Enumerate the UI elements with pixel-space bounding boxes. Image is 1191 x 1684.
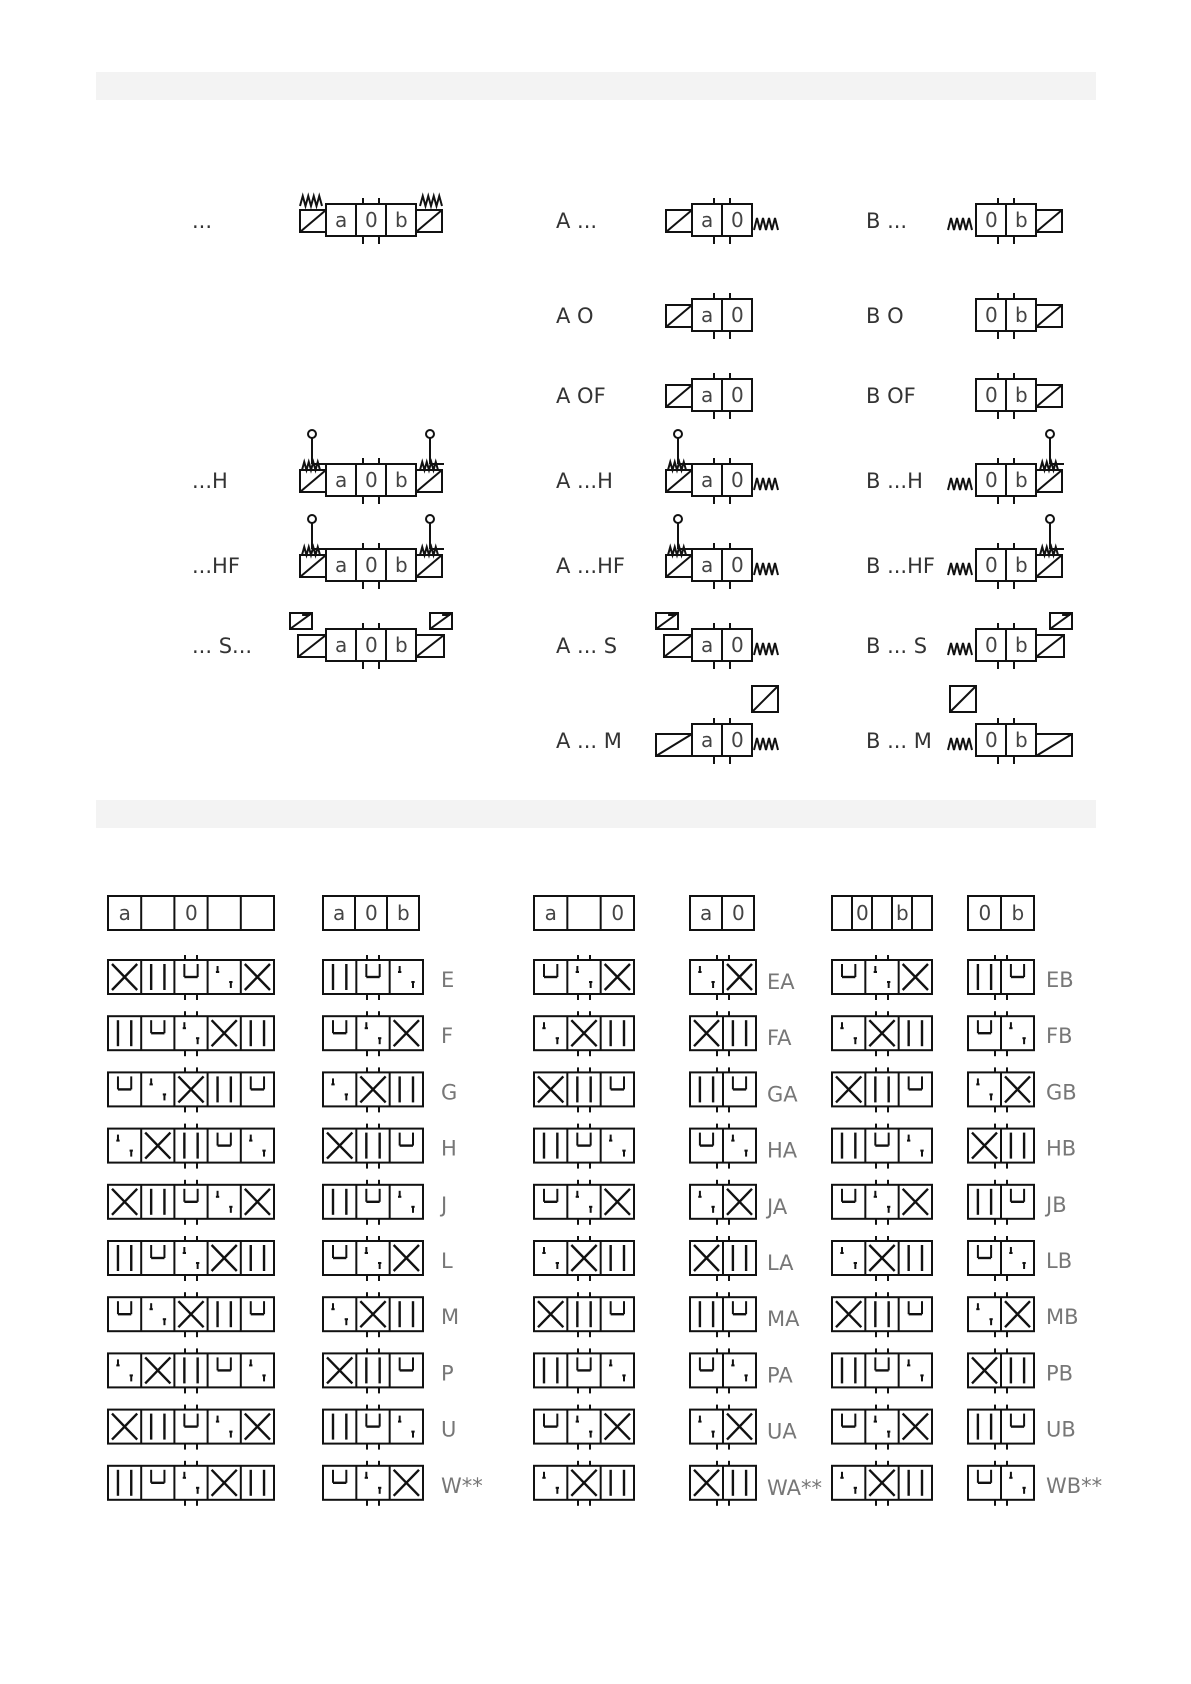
spool-code-a-label: PA	[767, 1363, 793, 1388]
spool-code-label: M	[441, 1305, 460, 1330]
valve-cell-label: a	[701, 303, 714, 327]
actuation-row	[866, 613, 1072, 669]
spool-code-b-label: JB	[1046, 1192, 1067, 1217]
spool-code-a-label: HA	[767, 1138, 798, 1163]
actuation-code-label: B ...H	[866, 469, 923, 493]
valve-body	[692, 373, 752, 419]
spool-symbol	[832, 1405, 932, 1450]
spool-code-b-label: EB	[1046, 968, 1074, 992]
valve-cell-label: a	[701, 208, 714, 232]
spool-symbol	[534, 1124, 634, 1169]
actuation-row	[556, 613, 778, 669]
spool-code-a-label: MA	[767, 1307, 800, 1332]
spool-symbol	[832, 1124, 932, 1169]
valve-cell-label: 0	[985, 633, 998, 657]
valve-cell-label: 0	[365, 553, 378, 577]
valve-body	[326, 458, 416, 504]
spool-header-group	[832, 896, 932, 930]
valve-body	[692, 543, 752, 589]
spool-code-b-label: UB	[1046, 1417, 1076, 1442]
spool-symbol	[323, 1405, 423, 1450]
actuation-row	[556, 515, 778, 589]
valve-cell-label: 0	[365, 468, 378, 492]
spool-code-label: P	[441, 1361, 454, 1386]
spool-symbol	[690, 1124, 756, 1169]
actuation-code-label: B ...	[866, 209, 908, 233]
actuation-code-label: B ... S	[866, 634, 928, 658]
actuation-row	[556, 686, 778, 764]
spring-icon	[754, 563, 778, 575]
spool-symbol-box	[108, 1016, 274, 1050]
valve-body	[692, 623, 752, 669]
actuation-row	[866, 515, 1064, 589]
valve-cell-label: 0	[365, 633, 378, 657]
spool-header-label: b	[397, 901, 410, 925]
spool-symbol	[323, 1292, 423, 1337]
actuation-row	[192, 196, 442, 244]
spool-symbol	[108, 1180, 274, 1225]
valve-cell-label: 0	[731, 208, 744, 232]
spool-symbol	[832, 1011, 932, 1056]
spring-icon	[300, 196, 322, 206]
spool-header-label: a	[118, 901, 131, 925]
valve-body	[326, 623, 416, 669]
spring-icon	[948, 478, 972, 490]
spool-symbol	[832, 1236, 932, 1281]
valve-cell-label: 0	[731, 303, 744, 327]
spool-row	[108, 955, 1074, 1000]
valve-cell-label: a	[701, 553, 714, 577]
valve-cell-label: b	[1015, 728, 1028, 752]
spool-code-b-label: FB	[1046, 1024, 1073, 1049]
valve-body	[692, 718, 752, 764]
spool-symbol	[108, 1348, 274, 1393]
valve-cell-label: 0	[985, 303, 998, 327]
spool-symbol	[323, 1180, 423, 1225]
spool-row	[108, 1348, 1073, 1393]
spool-symbol	[690, 955, 756, 1000]
spool-symbol-box	[108, 1353, 274, 1387]
spool-symbol-box	[108, 1466, 274, 1500]
spring-icon	[754, 738, 778, 750]
spool-symbol	[832, 1292, 932, 1337]
spool-symbol	[108, 1011, 274, 1056]
lever-icon	[426, 430, 434, 438]
spool-header-label: a	[700, 901, 713, 925]
actuation-row	[866, 198, 1062, 244]
valve-cell-label: a	[701, 633, 714, 657]
actuation-row	[556, 198, 778, 244]
actuation-code-label: ...HF	[192, 554, 240, 578]
spool-header-label: 0	[365, 901, 378, 925]
actuation-row	[866, 686, 1072, 764]
spool-symbol	[323, 955, 423, 1000]
valve-body	[976, 623, 1036, 669]
lever-icon	[674, 515, 682, 523]
spool-header-label: 0	[611, 901, 625, 925]
valve-cell-label: 0	[985, 728, 998, 752]
valve-cell-label: a	[335, 553, 348, 577]
spool-symbol	[323, 1461, 423, 1506]
spool-symbol	[968, 1180, 1034, 1225]
spool-code-b-label: HB	[1046, 1136, 1077, 1161]
spool-code-label: H	[441, 1136, 457, 1161]
valve-body	[976, 718, 1036, 764]
actuation-row	[866, 293, 1062, 339]
spool-symbol	[108, 1236, 274, 1281]
spool-symbol	[534, 1461, 634, 1506]
spool-code-label: G	[441, 1080, 458, 1105]
lever-icon	[426, 515, 434, 523]
spool-row	[108, 1124, 1076, 1169]
lever-icon	[1046, 515, 1054, 523]
spool-symbol	[968, 1292, 1034, 1337]
spool-symbol	[968, 955, 1034, 1000]
spool-symbol	[832, 1067, 932, 1112]
spool-row	[108, 1461, 1102, 1506]
spool-header-group	[323, 896, 419, 930]
spool-code-a-label: LA	[767, 1251, 794, 1275]
spool-code-label: W**	[441, 1473, 483, 1498]
valve-cell-label: 0	[985, 208, 998, 232]
spool-code-label: J	[441, 1192, 448, 1217]
spring-icon	[948, 643, 972, 655]
spring-icon	[948, 738, 972, 750]
valve-cell-label: 0	[731, 468, 744, 492]
valve-body	[976, 543, 1036, 589]
spool-symbol	[534, 1236, 634, 1281]
spool-code-b-label: GB	[1046, 1080, 1077, 1105]
valve-cell-label: a	[335, 468, 348, 492]
spool-code-a-label: JA	[767, 1194, 788, 1219]
valve-cell-label: 0	[731, 633, 744, 657]
spool-code-b-label: MB	[1046, 1305, 1079, 1330]
spool-symbol	[534, 1180, 634, 1225]
actuation-row	[192, 430, 444, 504]
spool-symbol	[323, 1236, 423, 1281]
spool-code-b-label: PB	[1046, 1361, 1074, 1386]
actuation-code-label: B ... M	[866, 729, 932, 753]
valve-cell-label: b	[1015, 208, 1028, 232]
valve-cell-label: b	[1015, 303, 1028, 327]
valve-cell-label: b	[395, 553, 408, 577]
spool-symbol	[968, 1405, 1034, 1450]
spool-code-label: L	[441, 1249, 453, 1273]
valve-body	[976, 293, 1036, 339]
spool-symbol	[690, 1011, 756, 1056]
spool-symbol	[690, 1292, 756, 1337]
spool-header-label: a	[544, 901, 557, 925]
valve-body	[976, 458, 1036, 504]
spool-row	[108, 1236, 1072, 1281]
valve-body	[326, 543, 416, 589]
spool-header-label: b	[896, 901, 909, 925]
spool-code-b-label: LB	[1046, 1249, 1073, 1273]
actuation-code-label: A ... M	[556, 729, 622, 753]
spool-symbol	[534, 1405, 634, 1450]
spool-code-label: U	[441, 1417, 457, 1442]
valve-cell-label: b	[1015, 468, 1028, 492]
lever-icon	[308, 515, 316, 523]
valve-cell-label: 0	[365, 208, 378, 232]
spool-header-group	[534, 896, 634, 930]
spool-symbol	[968, 1461, 1034, 1506]
spring-icon	[948, 563, 972, 575]
valve-cell-label: b	[1015, 553, 1028, 577]
spool-symbol	[690, 1405, 756, 1450]
spool-symbol	[108, 1405, 274, 1450]
spool-header-label: b	[1011, 901, 1025, 925]
valve-body	[692, 198, 752, 244]
spool-code-a-label: EA	[767, 970, 795, 994]
actuation-code-label: A ...HF	[556, 554, 625, 578]
spool-symbol	[323, 1067, 423, 1112]
spool-row	[108, 1067, 1077, 1112]
actuation-code-label: A ...	[556, 209, 598, 233]
actuation-code-label: A O	[556, 304, 594, 328]
spool-symbol	[108, 1461, 274, 1506]
spool-header-label: 0	[978, 901, 992, 925]
actuation-code-label: B ...HF	[866, 554, 935, 578]
spool-symbol-box	[108, 1129, 274, 1163]
spool-code-b-label: WB**	[1046, 1473, 1103, 1498]
actuation-code-label: A OF	[556, 384, 606, 408]
valve-cell-label: 0	[731, 553, 744, 577]
spool-symbol	[534, 955, 634, 1000]
lever-icon	[674, 430, 682, 438]
spool-code-a-label: UA	[767, 1419, 797, 1444]
actuation-row	[192, 613, 452, 669]
spool-symbol	[323, 1011, 423, 1056]
spool-row	[108, 1405, 1076, 1450]
spring-icon	[754, 218, 778, 230]
spring-icon	[754, 478, 778, 490]
spool-header-label: 0	[856, 901, 869, 925]
spool-symbol	[690, 1348, 756, 1393]
spool-row	[108, 1292, 1079, 1337]
actuation-row	[192, 515, 444, 589]
spool-symbol	[323, 1124, 423, 1169]
actuation-row	[866, 430, 1064, 504]
valve-cell-label: b	[395, 468, 408, 492]
valve-body	[976, 373, 1036, 419]
valve-cell-label: b	[395, 633, 408, 657]
spring-icon	[420, 196, 442, 206]
spool-symbol-box	[108, 1241, 274, 1275]
spool-symbol	[534, 1292, 634, 1337]
valve-body	[326, 198, 416, 244]
spool-symbol	[832, 1180, 932, 1225]
valve-cell-label: b	[395, 208, 408, 232]
actuation-code-label: B OF	[866, 384, 916, 408]
actuation-code-label: ...	[192, 209, 213, 233]
valve-cell-label: 0	[731, 383, 744, 407]
spool-symbol	[832, 955, 932, 1000]
spool-symbol	[832, 1348, 932, 1393]
spool-symbol	[690, 1180, 756, 1225]
spool-symbol	[968, 1236, 1034, 1281]
spring-icon	[754, 643, 778, 655]
valve-cell-label: a	[701, 728, 714, 752]
spool-symbol	[534, 1011, 634, 1056]
spool-symbol	[108, 1067, 274, 1112]
actuation-code-label: ... S...	[192, 634, 253, 658]
valve-cell-label: 0	[985, 383, 998, 407]
actuation-code-label: B O	[866, 304, 904, 328]
spool-symbol	[968, 1067, 1034, 1112]
spool-header-label: 0	[185, 901, 198, 925]
valve-cell-label: 0	[985, 468, 998, 492]
actuation-row	[556, 293, 752, 339]
spool-symbol	[323, 1348, 423, 1393]
spool-symbol	[968, 1348, 1034, 1393]
spool-symbol	[690, 1067, 756, 1112]
valve-cell-label: 0	[731, 728, 744, 752]
spool-symbol	[690, 1236, 756, 1281]
valve-cell-label: a	[335, 208, 348, 232]
spool-symbol	[968, 1124, 1034, 1169]
spool-code-a-label: FA	[767, 1026, 792, 1051]
spool-code-a-label: WA**	[767, 1475, 822, 1500]
lever-icon	[1046, 430, 1054, 438]
spool-header-label: a	[333, 901, 346, 925]
valve-cell-label: b	[1015, 633, 1028, 657]
spool-header-group	[690, 896, 754, 930]
actuation-code-label: ...H	[192, 469, 228, 493]
lever-icon	[308, 430, 316, 438]
valve-cell-label: a	[335, 633, 348, 657]
spool-symbol	[108, 1292, 274, 1337]
valve-body	[692, 293, 752, 339]
spool-header-group	[108, 896, 274, 930]
valve-cell-label: 0	[985, 553, 998, 577]
spool-symbol	[108, 955, 274, 1000]
actuation-code-label: A ...H	[556, 469, 613, 493]
spool-row	[108, 1011, 1073, 1056]
actuation-row	[556, 430, 778, 504]
spool-symbol	[690, 1461, 756, 1506]
spring-icon	[948, 218, 972, 230]
valve-cell-label: a	[701, 383, 714, 407]
spool-row	[108, 1180, 1067, 1225]
actuation-code-label: A ... S	[556, 634, 618, 658]
spool-header-box	[832, 896, 932, 930]
spool-symbol	[534, 1348, 634, 1393]
spool-code-label: F	[441, 1024, 454, 1049]
spool-symbol	[968, 1011, 1034, 1056]
valve-cell-label: a	[701, 468, 714, 492]
spool-symbol	[534, 1067, 634, 1112]
spool-symbol	[108, 1124, 274, 1169]
spool-code-label: E	[441, 968, 455, 992]
spool-header-label: 0	[732, 901, 745, 925]
spool-header-group	[968, 896, 1034, 930]
valve-body	[976, 198, 1036, 244]
valve-cell-label: b	[1015, 383, 1028, 407]
valve-body	[692, 458, 752, 504]
spool-symbol	[832, 1461, 932, 1506]
actuation-row	[556, 373, 752, 419]
actuation-row	[866, 373, 1062, 419]
spool-code-a-label: GA	[767, 1082, 798, 1107]
